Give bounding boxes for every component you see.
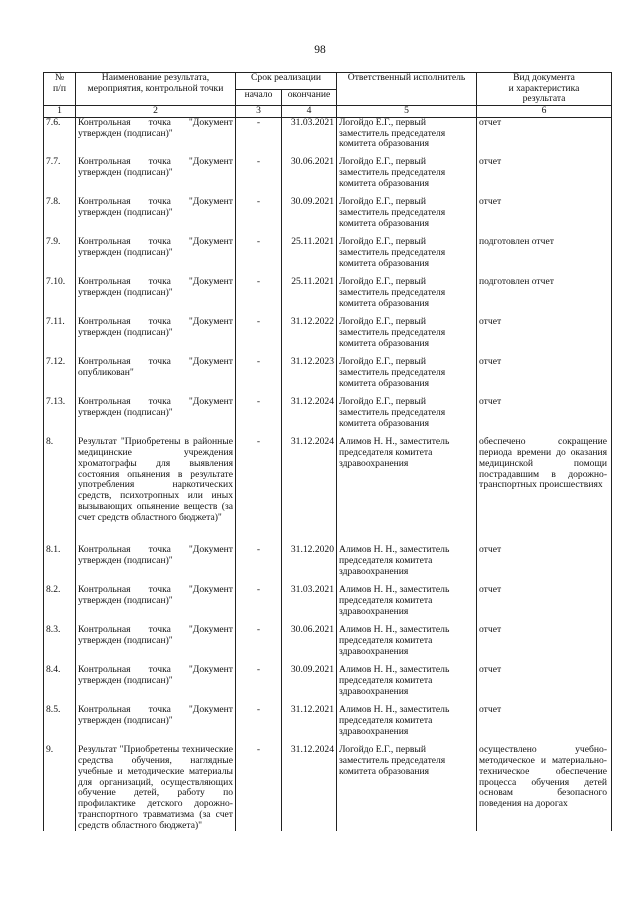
end-date: 31.12.2021 <box>282 705 337 745</box>
end-date: 30.09.2021 <box>282 665 337 705</box>
column-number: 4 <box>282 106 337 118</box>
header-number: № п/п <box>44 73 76 106</box>
document-type: отчет <box>477 545 612 585</box>
responsible-person: Логойдо Е.Г., первый заместитель председателя комитета образования <box>337 197 477 237</box>
table-body <box>44 117 612 831</box>
responsible-person: Логойдо Е.Г., первый заместитель председателя комитета образования <box>337 745 477 831</box>
result-name: Контрольная точка "Документ утвержден (подписан)" <box>76 277 236 317</box>
responsible-person: Алимов Н. Н., заместитель председателя комитета здравоохранения <box>337 705 477 745</box>
document-type: отчет <box>477 585 612 625</box>
document-type: отчет <box>477 317 612 357</box>
result-name: Результат "Приобретены технические средства обучения, наглядные учебные и методические материалы для организаций, осуществляющих обучение детей, работу по профилактике детского дорожно-транспортного травматизма (за счет средств областного бюджета)" <box>76 745 236 831</box>
start-date: - <box>236 665 282 705</box>
end-date: 25.11.2021 <box>282 277 337 317</box>
responsible-person: Логойдо Е.Г., первый заместитель председателя комитета образования <box>337 117 477 157</box>
result-name: Контрольная точка "Документ утвержден (подписан)" <box>76 237 236 277</box>
end-date: 31.03.2021 <box>282 117 337 157</box>
header-end: окончание <box>282 89 337 106</box>
end-date: 30.09.2021 <box>282 197 337 237</box>
row-number: 8.1. <box>44 545 76 585</box>
responsible-person: Алимов Н. Н., заместитель председателя комитета здравоохранения <box>337 665 477 705</box>
table-row <box>44 705 612 745</box>
table-row <box>44 317 612 357</box>
end-date: 31.12.2023 <box>282 357 337 397</box>
document-type: отчет <box>477 705 612 745</box>
row-number: 7.7. <box>44 157 76 197</box>
table-row <box>44 357 612 397</box>
start-date: - <box>236 117 282 157</box>
table-header <box>44 73 612 118</box>
row-number: 9. <box>44 745 76 831</box>
column-number: 5 <box>337 106 477 118</box>
start-date: - <box>236 705 282 745</box>
row-number: 8.4. <box>44 665 76 705</box>
row-number: 7.6. <box>44 117 76 157</box>
row-number: 8.3. <box>44 625 76 665</box>
start-date: - <box>236 397 282 437</box>
row-number: 7.9. <box>44 237 76 277</box>
start-date: - <box>236 357 282 397</box>
document-type: осуществлено учебно-методическое и материально-техническое обеспечение процесса обучения детей основам безопасного поведения на дорогах <box>477 745 612 831</box>
result-name: Контрольная точка "Документ утвержден (подписан)" <box>76 197 236 237</box>
header-term: Срок реализации <box>236 73 337 90</box>
end-date: 31.12.2024 <box>282 437 337 545</box>
column-numbers-row <box>44 106 612 118</box>
result-name: Контрольная точка "Документ утвержден (подписан)" <box>76 705 236 745</box>
end-date: 25.11.2021 <box>282 237 337 277</box>
result-name: Контрольная точка "Документ утвержден (подписан)" <box>76 625 236 665</box>
document-type: отчет <box>477 157 612 197</box>
row-number: 8. <box>44 437 76 545</box>
end-date: 31.12.2024 <box>282 397 337 437</box>
document-type: подготовлен отчет <box>477 277 612 317</box>
table-row <box>44 745 612 831</box>
end-date: 31.03.2021 <box>282 585 337 625</box>
start-date: - <box>236 545 282 585</box>
table-row <box>44 397 612 437</box>
start-date: - <box>236 745 282 831</box>
start-date: - <box>236 317 282 357</box>
start-date: - <box>236 585 282 625</box>
row-number: 7.10. <box>44 277 76 317</box>
responsible-person: Логойдо Е.Г., первый заместитель председателя комитета образования <box>337 397 477 437</box>
table-row <box>44 117 612 157</box>
document-type: обеспечено сокращение периода времени до оказания медицинской помощи пострадавшим в дорожно-транспортных происшествиях <box>477 437 612 545</box>
start-date: - <box>236 277 282 317</box>
end-date: 31.12.2024 <box>282 745 337 831</box>
page-number: 98 <box>314 44 326 56</box>
document-type: отчет <box>477 665 612 705</box>
result-name: Контрольная точка "Документ опубликован" <box>76 357 236 397</box>
responsible-person: Логойдо Е.Г., первый заместитель председателя комитета образования <box>337 237 477 277</box>
row-number: 8.2. <box>44 585 76 625</box>
responsible-person: Алимов Н. Н., заместитель председателя комитета здравоохранения <box>337 545 477 585</box>
header-start: начало <box>236 89 282 106</box>
table-row <box>44 197 612 237</box>
result-name: Контрольная точка "Документ утвержден (подписан)" <box>76 157 236 197</box>
result-name: Контрольная точка "Документ утвержден (подписан)" <box>76 117 236 157</box>
document-type: отчет <box>477 197 612 237</box>
header-result-name: Наименование результата, мероприятия, контрольной точки <box>76 73 236 106</box>
table-row <box>44 625 612 665</box>
implementation-plan-table <box>43 72 612 831</box>
responsible-person: Алимов Н. Н., заместитель председателя комитета здравоохранения <box>337 585 477 625</box>
table-row <box>44 437 612 545</box>
end-date: 30.06.2021 <box>282 625 337 665</box>
table-row <box>44 665 612 705</box>
responsible-person: Алимов Н. Н., заместитель председателя комитета здравоохранения <box>337 437 477 545</box>
end-date: 30.06.2021 <box>282 157 337 197</box>
start-date: - <box>236 157 282 197</box>
result-name: Контрольная точка "Документ утвержден (подписан)" <box>76 317 236 357</box>
row-number: 7.11. <box>44 317 76 357</box>
document-type: отчет <box>477 397 612 437</box>
end-date: 31.12.2020 <box>282 545 337 585</box>
start-date: - <box>236 437 282 545</box>
table-row <box>44 157 612 197</box>
document-type: отчет <box>477 625 612 665</box>
responsible-person: Логойдо Е.Г., первый заместитель председателя комитета образования <box>337 157 477 197</box>
row-number: 8.5. <box>44 705 76 745</box>
responsible-person: Алимов Н. Н., заместитель председателя комитета здравоохранения <box>337 625 477 665</box>
result-name: Контрольная точка "Документ утвержден (подписан)" <box>76 545 236 585</box>
result-name: Контрольная точка "Документ утвержден (подписан)" <box>76 585 236 625</box>
table-row <box>44 277 612 317</box>
column-number: 2 <box>76 106 236 118</box>
row-number: 7.8. <box>44 197 76 237</box>
end-date: 31.12.2022 <box>282 317 337 357</box>
table-row <box>44 585 612 625</box>
start-date: - <box>236 197 282 237</box>
start-date: - <box>236 625 282 665</box>
responsible-person: Логойдо Е.Г., первый заместитель председателя комитета образования <box>337 317 477 357</box>
row-number: 7.12. <box>44 357 76 397</box>
header-responsible: Ответственный исполнитель <box>337 73 477 106</box>
header-document-type: Вид документа и характеристика результата <box>477 73 612 106</box>
start-date: - <box>236 237 282 277</box>
column-number: 1 <box>44 106 76 118</box>
column-number: 3 <box>236 106 282 118</box>
document-type: отчет <box>477 117 612 157</box>
table-row <box>44 237 612 277</box>
result-name: Контрольная точка "Документ утвержден (подписан)" <box>76 397 236 437</box>
responsible-person: Логойдо Е.Г., первый заместитель председателя комитета образования <box>337 277 477 317</box>
result-name: Результат "Приобретены в районные медицинские учреждения хроматографы для выявления состояния опьянения в результате употребления наркотических средств, психотропных или иных вызывающих опьянение веществ (за счет средств областного бюджета)" <box>76 437 236 545</box>
responsible-person: Логойдо Е.Г., первый заместитель председателя комитета образования <box>337 357 477 397</box>
document-type: подготовлен отчет <box>477 237 612 277</box>
result-name: Контрольная точка "Документ утвержден (подписан)" <box>76 665 236 705</box>
table-row <box>44 545 612 585</box>
row-number: 7.13. <box>44 397 76 437</box>
column-number: 6 <box>477 106 612 118</box>
document-type: отчет <box>477 357 612 397</box>
